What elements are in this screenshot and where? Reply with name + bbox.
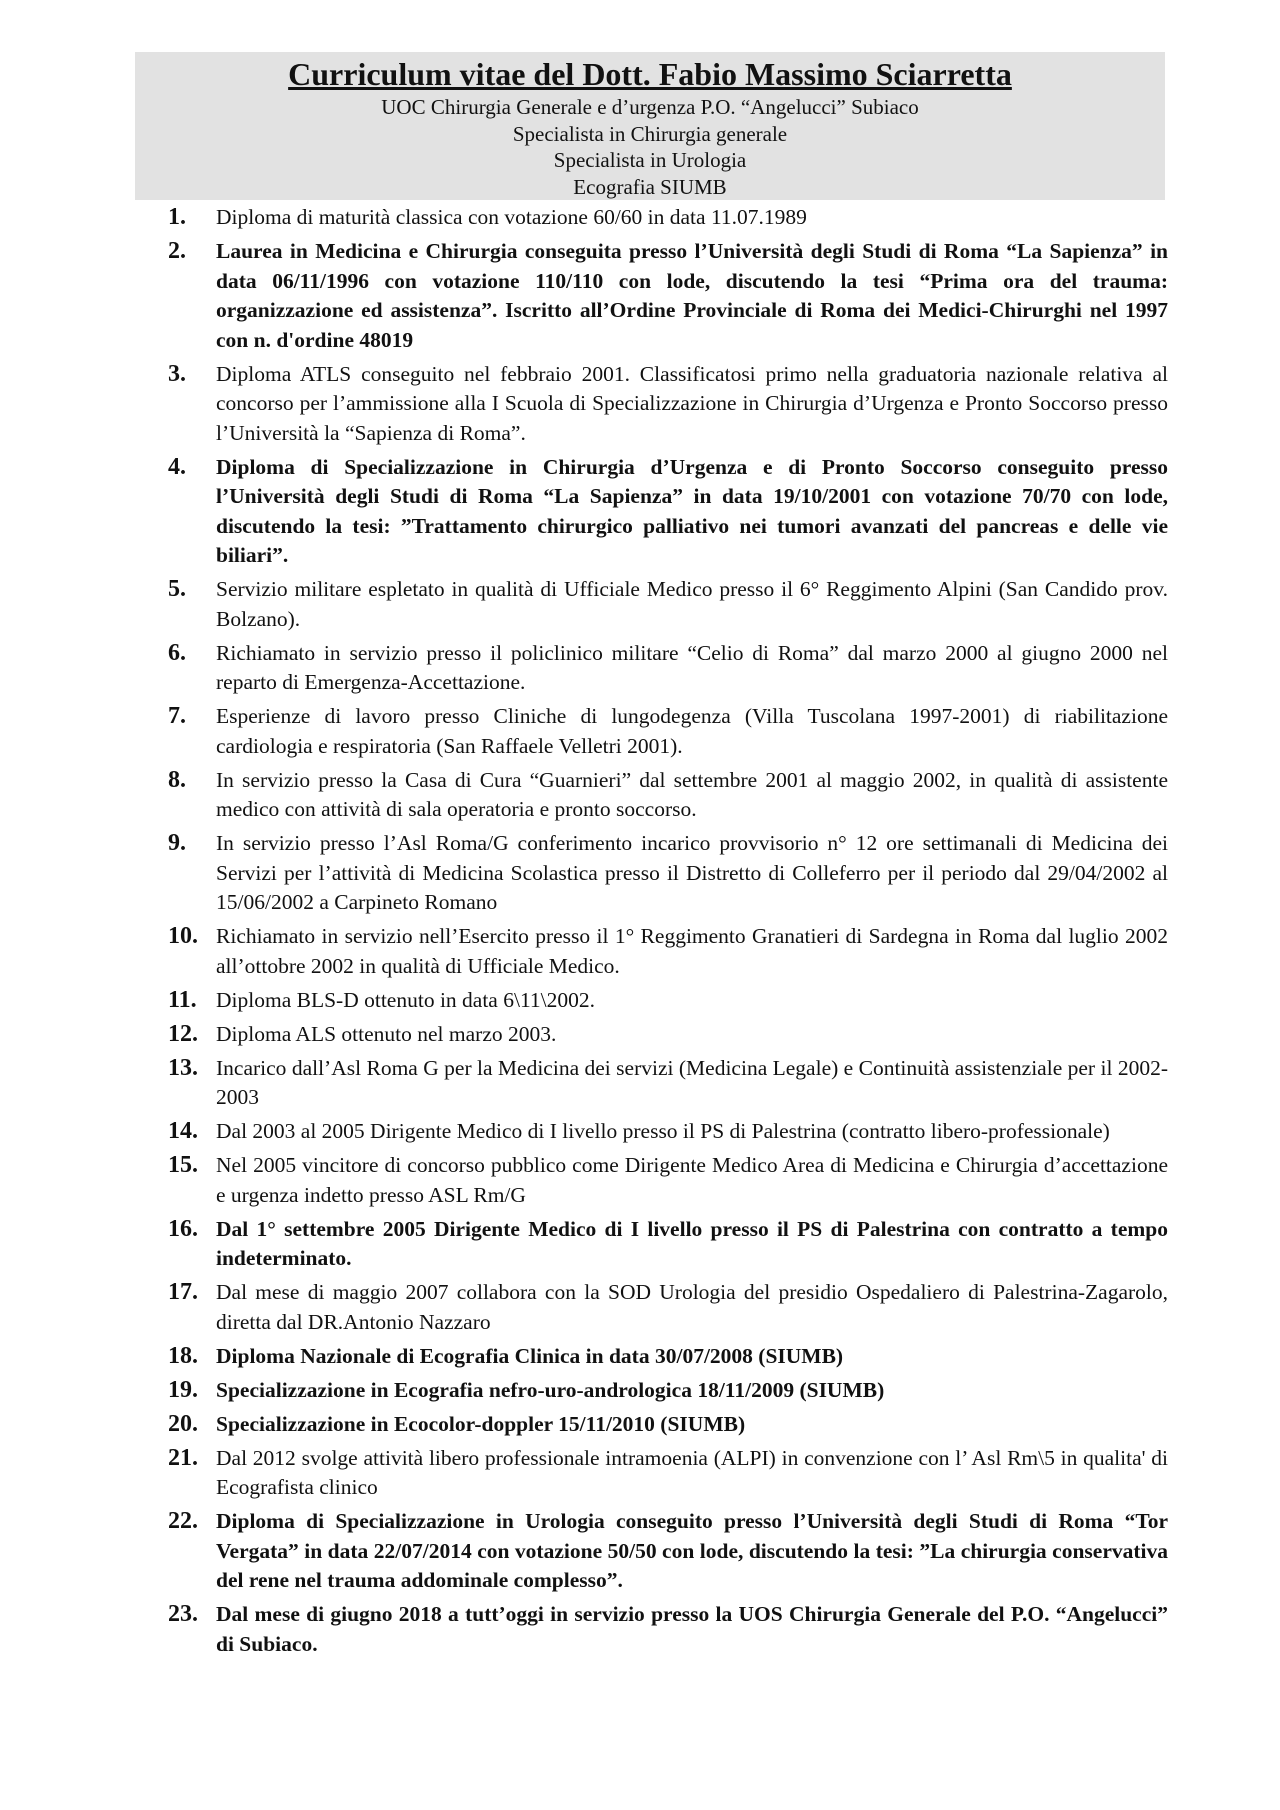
header-specialty-surgery: Specialista in Chirurgia generale [512,121,788,146]
item-number: 1. [168,204,186,230]
list-item [168,453,1168,571]
item-text: Dal 2012 svolge attività libero professionale intramoenia (ALPI) in convenzione con l’ Asl Rm\5 in qualita' di Ecografista clinico [216,1445,1168,1499]
list-item [168,766,1168,825]
list-item [168,639,1168,698]
list-item [168,1278,1168,1337]
item-text: Diploma ATLS conseguito nel febbraio 2001. Classificatosi primo nella graduatoria nazionale relativa al concorso per l’ammissione alla I Scuola di Specializzazione in Chirurgia d’Urgenza e Pronto Soccorso presso l’Università la “Sapienza di Roma”. [216,361,1168,445]
item-text: Diploma BLS-D ottenuto in data 6\11\2002. [216,987,596,1012]
item-text: Diploma ALS ottenuto nel marzo 2003. [216,1021,557,1046]
item-text: In servizio presso la Casa di Cura “Guarnieri” dal settembre 2001 al maggio 2002, in qualità di assistente medico con attività di sala operatoria e pronto soccorso. [216,767,1168,821]
item-text: Richiamato in servizio presso il policlinico militare “Celio di Roma” dal marzo 2000 al giugno 2000 nel reparto di Emergenza-Accettazione. [216,640,1168,694]
item-text: Specializzazione in Ecografia nefro-uro-andrologica 18/11/2009 (SIUMB) [216,1377,885,1402]
item-text: Laurea in Medicina e Chirurgia conseguita presso l’Università degli Studi di Roma “La Sapienza” in data 06/11/1996 con votazione 110/110 con lode, discutendo la tesi “Prima ora del trauma: organizzazione ed assistenza”. Iscritto all’Ordine Provinciale di Roma dei Medici-Chirurghi nel 1997 con n. d'ordine 48019 [216,239,1168,352]
item-text: Diploma di maturità classica con votazione 60/60 in data 11.07.1989 [216,205,807,229]
header-ultrasound: Ecografia SIUMB [573,174,727,199]
item-number: 3. [168,360,186,387]
item-number: 12. [168,1020,198,1047]
item-number: 20. [168,1410,198,1437]
cv-header [135,52,1165,200]
list-item [168,1054,1168,1113]
item-number: 2. [168,238,186,264]
list-item [168,1507,1168,1596]
item-number: 22. [168,1508,198,1534]
item-number: 14. [168,1118,198,1144]
list-item [168,1020,1168,1050]
item-text: Diploma di Specializzazione in Urologia conseguito presso l’Università degli Studi di Roma “Tor Vergata” in data 22/07/2014 con votazione 50/50 con lode, discutendo la tesi: ”La chirurgia conservativa del rene nel trauma addominale complesso”. [216,1509,1168,1592]
item-number: 13. [168,1054,198,1081]
list-item [168,203,1168,233]
item-number: 10. [168,923,198,949]
cv-title: Curriculum vitae del Dott. Fabio Massimo Sciarretta [288,56,1012,92]
item-number: 19. [168,1376,198,1403]
item-text: Diploma di Specializzazione in Chirurgia d’Urgenza e di Pronto Soccorso conseguito presso l’Università degli Studi di Roma “La Sapienza” in data 19/10/2001 con votazione 70/70 con lode, discutendo la tesi: ”Trattamento chirurgico palliativo nei tumori avanzati del pancreas e delle vie biliari”. [216,454,1168,567]
list-item [168,922,1168,981]
item-text: Specializzazione in Ecocolor-doppler 15/11/2010 (SIUMB) [216,1411,746,1436]
item-number: 6. [168,639,186,666]
list-item [168,829,1168,918]
list-item [168,1342,1168,1372]
item-number: 15. [168,1152,198,1178]
item-number: 7. [168,703,186,729]
item-number: 5. [168,576,186,602]
list-item [168,986,1168,1016]
list-item [168,1410,1168,1440]
list-item [168,1444,1168,1503]
item-text: Diploma Nazionale di Ecografia Clinica in data 30/07/2008 (SIUMB) [216,1343,844,1368]
item-text: Dal 1° settembre 2005 Dirigente Medico di I livello presso il PS di Palestrina con contratto a tempo indeterminato. [216,1216,1168,1270]
list-item [168,575,1168,634]
header-specialty-urology: Specialista in Urologia [553,148,747,172]
list-item [168,1151,1168,1210]
cv-item-list [168,203,1168,1664]
item-text: Dal mese di maggio 2007 collabora con la SOD Urologia del presidio Ospedaliero di Palestrina-Zagarolo, diretta dal DR.Antonio Nazzaro [216,1280,1168,1334]
item-number: 17. [168,1279,198,1305]
list-item [168,1117,1168,1147]
item-text: Dal mese di giugno 2018 a tutt’oggi in servizio presso la UOS Chirurgia Generale del P.O. “Angelucci” di Subiaco. [216,1602,1168,1656]
list-item [168,237,1168,355]
item-text: Nel 2005 vincitore di concorso pubblico come Dirigente Medico Area di Medicina e Chirurgia d’accettazione e urgenza indetto presso ASL Rm/G [216,1153,1168,1207]
item-text: Richiamato in servizio nell’Esercito presso il 1° Reggimento Granatieri di Sardegna in Roma dal luglio 2002 all’ottobre 2002 in qualità di Ufficiale Medico. [216,924,1168,978]
item-number: 16. [168,1215,198,1242]
list-item [168,1376,1168,1406]
item-text: In servizio presso l’Asl Roma/G conferimento incarico provvisorio n° 12 ore settimanali di Medicina dei Servizi per l’attività di Medicina Scolastica presso il Distretto di Colleferro per il periodo dal 29/04/2002 al 15/06/2002 a Carpineto Romano [216,831,1168,914]
item-number: 9. [168,830,186,856]
list-item [168,1600,1168,1659]
item-number: 4. [168,453,186,480]
item-number: 21. [168,1444,198,1471]
header-unit-line: UOC Chirurgia Generale e d’urgenza P.O. “Angelucci” Subiaco [381,95,919,119]
item-number: 23. [168,1601,198,1627]
list-item [168,360,1168,449]
list-item [168,702,1168,761]
item-text: Servizio militare espletato in qualità di Ufficiale Medico presso il 6° Reggimento Alpini (San Candido prov. Bolzano). [216,577,1168,631]
item-text: Incarico dall’Asl Roma G per la Medicina dei servizi (Medicina Legale) e Continuità assistenziale per il 2002-2003 [216,1055,1168,1109]
item-number: 18. [168,1342,198,1369]
item-number: 11. [168,986,197,1013]
item-text: Esperienze di lavoro presso Cliniche di lungodegenza (Villa Tuscolana 1997-2001) di riabilitazione cardiologia e respiratoria (San Raffaele Velletri 2001). [216,704,1168,758]
item-number: 8. [168,766,186,793]
item-text: Dal 2003 al 2005 Dirigente Medico di I livello presso il PS di Palestrina (contratto libero-professionale) [216,1119,1110,1143]
list-item [168,1215,1168,1274]
